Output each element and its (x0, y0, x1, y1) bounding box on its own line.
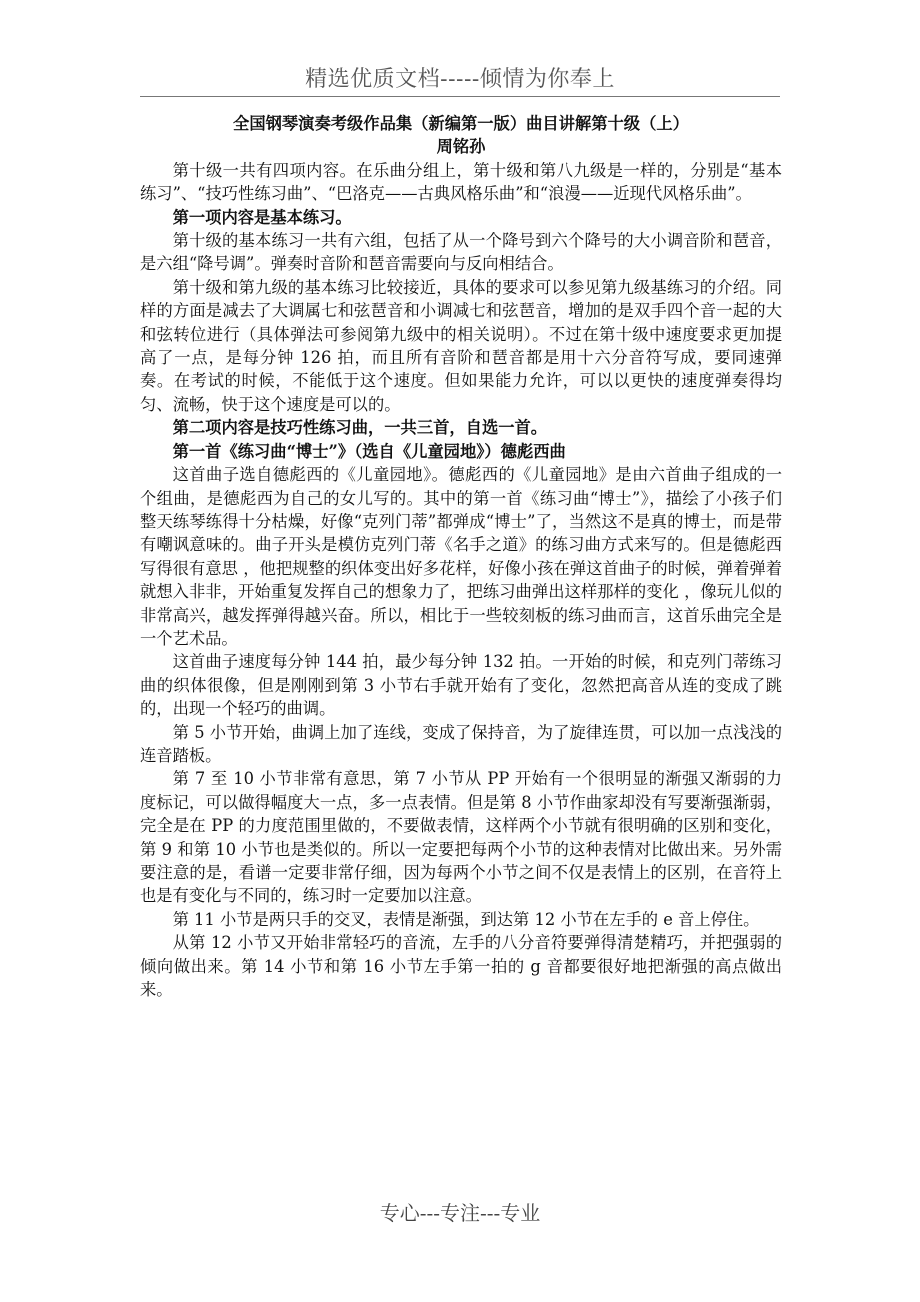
document-body (140, 112, 782, 1001)
section-heading-basic-practice: 第一项内容是基本练习。 (172, 207, 352, 227)
document-title: 全国钢琴演奏考级作品集（新编第一版）曲目讲解第十级（上） (233, 114, 689, 133)
paragraph-bars-7-10: 第 7 至 10 小节非常有意思，第 7 小节从 PP 开始有一个很明显的渐强又渐弱的力度标记，可以做得幅度大一点，多一点表情。但是第 8 小节作曲家却没有写要渐强渐弱，完全是在 PP 的力度范围里做的，不要做表情，这样两个小节就有很明确的区别和变化，第 9 和第 10 小节也是类似的。所以一定要把每两个小节的这种表情对比做出来。另外需要注意的是，看谱一定要非常仔细，因为每两个小节之间不仅是表情上的区别，在音符上也是有变化与不同的，练习时一定要加以注意。 (140, 769, 782, 906)
paragraph-tempo: 这首曲子速度每分钟 144 拍，最少每分钟 132 拍。一开始的时候，和克列门蒂练习曲的织体很像，但是刚刚到第 3 小节右手就开始有了变化，忽然把高音从连的变成了跳的，出现一个轻巧的曲调。 (140, 652, 782, 719)
page-footer: 专心---专注---专业 (379, 1201, 541, 1225)
page-header: 精选优质文档-----倾情为你奉上 (305, 67, 615, 92)
paragraph-intro: 第十级一共有四项内容。在乐曲分组上，第十级和第八九级是一样的，分别是“基本练习”、“技巧性练习曲”、“巴洛克——古典风格乐曲”和“浪漫——近现代风格乐曲”。 (140, 160, 782, 204)
document-author: 周铭孙 (436, 137, 486, 157)
paragraph-basic-practice-overview: 第十级的基本练习一共有六组，包括了从一个降号到六个降号的大小调音阶和琶音，是六组“降号调”。弹奏时音阶和琶音需要向与反向相结合。 (140, 231, 782, 274)
paragraph-bar-11: 第 11 小节是两只手的交叉，表情是渐强，到达第 12 小节在左手的 e 音上停住。 (172, 909, 760, 929)
piece-heading-doctor-gradus: 第一首《练习曲“博士”》（选自《儿童园地》）德彪西曲 (172, 441, 566, 461)
section-heading-technical-etudes: 第二项内容是技巧性练习曲，一共三首，自选一首。 (172, 418, 548, 438)
paragraph-basic-practice-details: 第十级和第九级的基本练习比较接近，具体的要求可以参见第九级基练习的介绍。同样的方面是减去了大调属七和弦琶音和小调减七和弦琶音，增加的是双手四个音一起的大和弦转位进行（具体弹法可参阅第九级中的相关说明）。不过在第十级中速度要求更加提高了一点，是每分钟 126 拍，而且所有音阶和琶音都是用十六分音符写成，要同速弹奏。在考试的时候，不能低于这个速度。但如果能力允许，可以以更快的速度弹奏得均匀、流畅，快于这个速度是可以的。 (140, 277, 782, 414)
header-divider (140, 96, 780, 97)
paragraph-bar-12: 从第 12 小节又开始非常轻巧的音流，左手的八分音符要弹得清楚精巧，并把强弱的倾向做出来。第 14 小节和第 16 小节左手第一拍的 g 音都要很好地把渐强的高点做出来。 (140, 933, 782, 1000)
paragraph-piece-background: 这首曲子选自德彪西的《儿童园地》。德彪西的《儿童园地》是由六首曲子组成的一个组曲，是德彪西为自己的女儿写的。其中的第一首《练习曲“博士”》，描绘了小孩子们整天练琴练得十分枯燥，好像“克列门蒂”都弹成“博士”了，当然这不是真的博士，而是带有嘲讽意味的。曲子开头是模仿克列门蒂《名手之道》的练习曲方式来写的。但是德彪西写得很有意思 ，他把规整的织体变出好多花样，好像小孩在弹这首曲子的时候，弹着弹着就想入非非，开始重复发挥自己的想象力了，把练习曲弹出这样那样的变化 ，像玩儿似的非常高兴，越发挥弹得越兴奋。所以，相比于一些较刻板的练习曲而言，这首乐曲完全是一个艺术品。 (140, 465, 782, 648)
paragraph-bar-5: 第 5 小节开始，曲调上加了连线，变成了保持音，为了旋律连贯，可以加一点浅浅的连音踏板。 (140, 722, 782, 765)
